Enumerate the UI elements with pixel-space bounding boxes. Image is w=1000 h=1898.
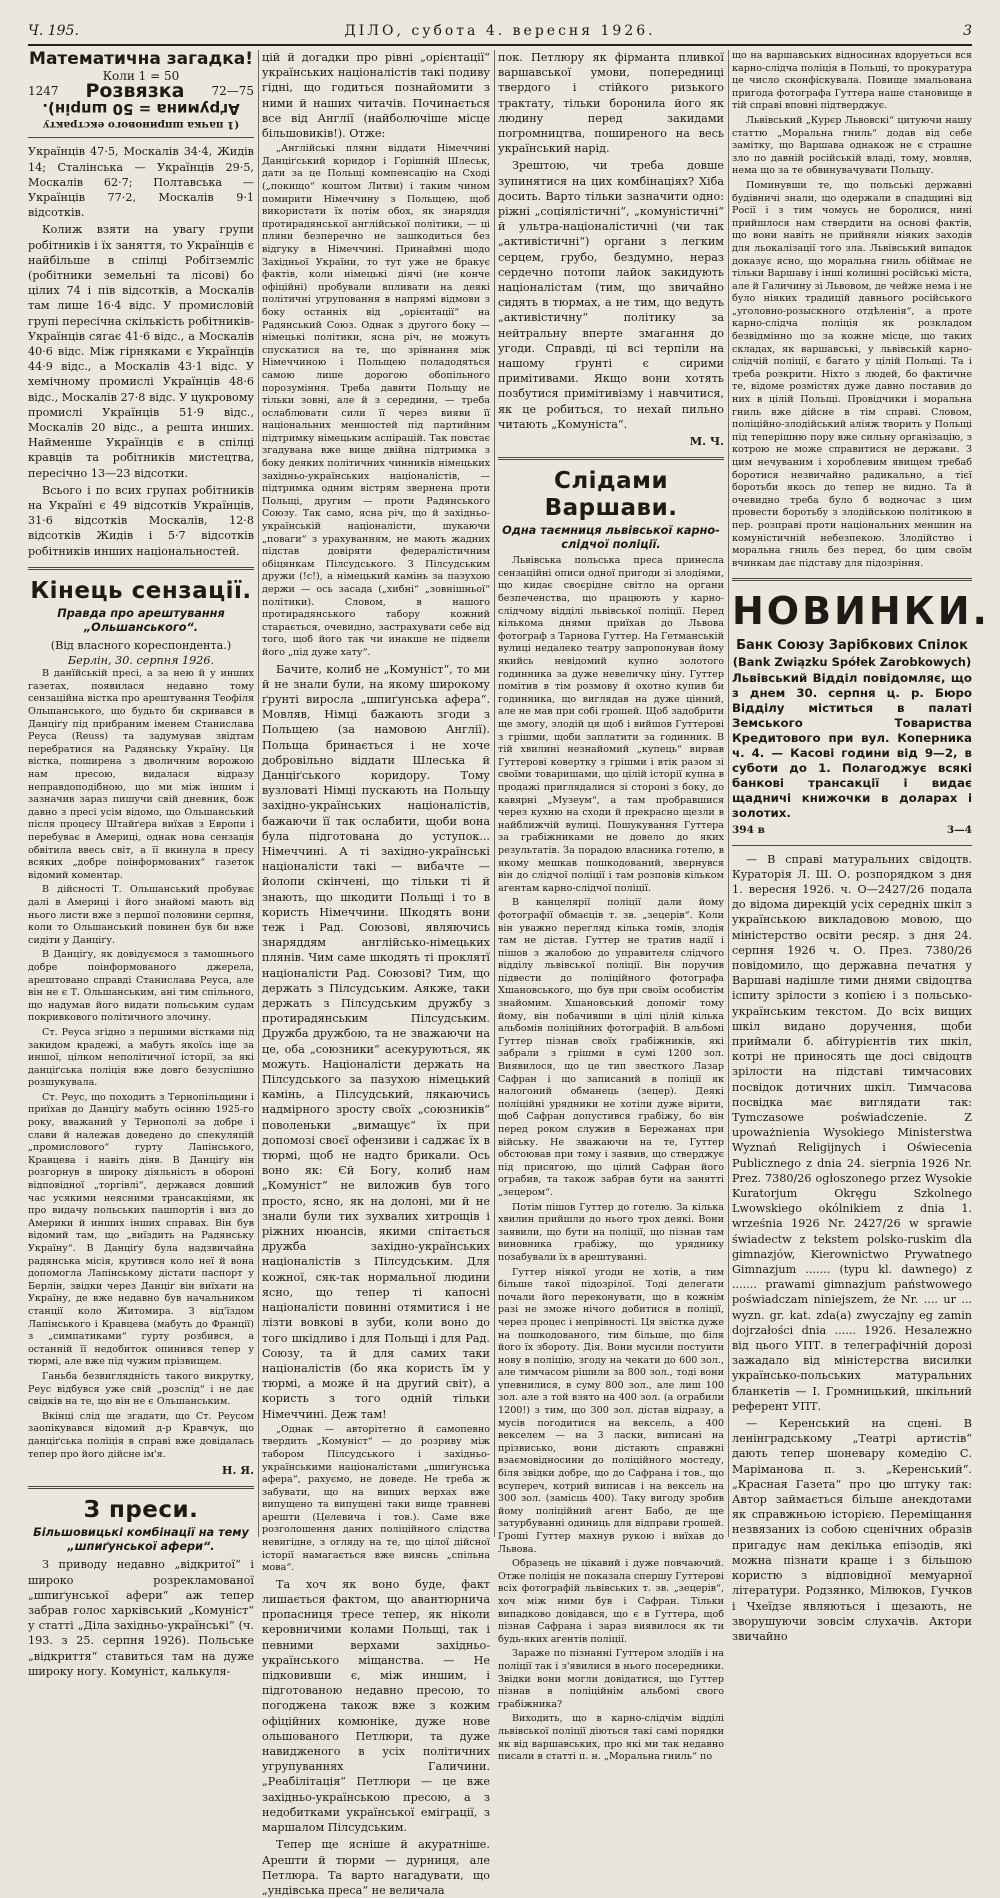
paragraph: Львівська польська преса принесла сензаційні описи одної пригоди зі злодіями, що кидає своєрідне світло на органи безпеченства, що працюють у карно-слідчому відділі львівської поліції. Перед кількома днями приїхав до Львова фотограф з Тарнова Гуттер. На Гетманській вулиці недалеко театру запропонував йому якийсь невідомий купно золотого годинника за дуже невеличку ціну. Гуттер помітив в тім розмову й охотно купив би годинника, що виглядав на дуже цінний, але не мав при собі грошей. Щоб задобрити ще змогу, злодій ця щоб і вийшов Гуттерові з грішми, щоби заплатити за годинник. В тій хвилині незнайомий „купець“ вирвав Гуттерові ковертку з грішми і втік разом зі своїми товаришами, що цілій історії купна в продажі приглядалися зі стороні з боку, до кавярні „Музеум“, а там пробравшися через кухню на сходи й прекрасно щезли в найближчій вулиці. Пошукування Гуттера за грабіжниками не довело до яких результатів. За порадою власника готелю, в якому мешкав пошкодований, звернувся він до слідчої поліції і там розповів кільком агентам карно-слідчої поліції. (498, 555, 724, 894)
byline: (Від власного кореспондента.) (50, 638, 232, 652)
paragraph: Образець не цікавий і дуже повчаючий. Отже поліція не показала спершу Гуттерові всіх фотографій львівських т. зв. „зецерів“, хоч між ними був і Сафран. Тільки випадково довідався, що є в Гуттера, щоб пізнав Сафрана і зараз виявилося як ти будь-яких агентів поліції. (498, 1558, 724, 1645)
headline-press: З преси. (83, 1497, 199, 1524)
dateline: Берлін, 30. серпня 1926. (67, 654, 215, 668)
paragraph: Ст. Реус, що походить з Тернопільщини і приїхав до Данціґу мабуть осінню 1925-го року, вважаний у Тернополі за добре і слави й належав доведено до спекуляцій „промислового“ гурту Лапінського, Кравцева і навіть діяв. В Данціґу він розгорнув в широку діяльність в обороні відповідної „торгівлі“, держався довший час усякими неясними трансакціями, як про видачу польських пашпортів і виз до Америки й инших інших справах. Він був відомий там, що „виїздить на Радянську Україну“. В Данціґу була надзвичайна радянська місія, крутився коло неї й вона допомогла Лапінському дістати паспорт у Берлін, звідки через Данціґ він виїхати на Україну, де вже недавно був начальником станції коло Житомира. З від'їздом Лапінського і Кравцева (мабуть до Франції) з „симпатиками“ гурту розбився, а останній її недобиток опинився тепер у тюрмі, але вже під чужим прізвищем. (28, 1091, 254, 1368)
ad-code-left: 394 в (732, 824, 765, 837)
bank-notice: Львівський Відділ повідомляє, що з днем 30. серпня ц. р. Бюро Відділу міститься в палаті Земського Товариства Кредитового при вул. Коперника ч. 4. — Касові години від 9—2, в суботи до 1. Полагоджує всякі банкові трансакції і видає щадничі книжочки в доларах і золотих. (732, 671, 972, 821)
paragraph: В дійсності Т. Ольшанський пробуває далі в Америці і його знайомі мають від нього листи вже з першої половини серпня, коли то Ольшанський повинен був би вже сидіти у Данціґу. (28, 884, 254, 946)
paragraph: Тепер ще ясніше й акуратніше. Арешти й тюрми — дурниця, але Петлюра. Та варто нагадувати, що „ундівська преса“ не величала (262, 1838, 490, 1897)
paragraph: Всього і по всих групах робітників на Україні є 49 відсотків Українців, 31·6 відсотків Москалів, 12·8 відсотків Жидів і 5·7 відсотків робітників инших національностей. (28, 483, 254, 558)
paragraph: Ганьба безвиглядність такого викрутку, Реус відбувся уже свій „розслід“ і не дає свідків на те, що він не є Ольшанським. (28, 1370, 254, 1408)
paragraph: Українців 47·5, Москалів 34·4, Жидів 14; Сталінська — Українців 29·5, Москалів 62·7; Полтавська — Українців 77·2, Москалів 9·1 відсотків. (28, 145, 254, 220)
paragraph: Та хоч як воно буде, факт лишається фактом, що авантюрнича пропасниця тресе тепер, як ніколи керовничими колами Польщі, так і певними верхами західньо-українського міщанства. — Не підковивши є, між иншим, і підготованою недавно пресою, то погоджена також вже з кожим офіційних комюніке, дуже нове ольшованого Петлюри, та дуже навидженого в усіх політичних угрупуваннях Галичини. „Реабілітація“ Петлюри — це вже західньо-українською пресою, а з недобитками української еміграції, з маршалом Пілсудським. (262, 1577, 490, 1835)
paragraph: Бачите, колиб не „Комуніст“, то ми й не знали були, на якому широкому ґрунті виросла „шпиґунська афера“. Мовляв, Німці бажають згоди з Польщею (за намовою Англії). Польща бринається і не хоче добровільно віддати Шлеська й Данціґського коридору. Тому вузловаті Німці пускають на Польщу західно-українських націоналістів, бажаючи її так ослабити, щоби вона була підготована до уступок... Німеччині. А ті західно-українські націоналісти такі — вибачте — йолопи скінчені, що тільки ті й знають, що шкодити Польщі і то в користь Німеччини. Шкодять вони теж і Рад. Союзові, являючись знаряддям англійсько-німецьких плянів. Чим саме шкодять ті проклятї націоналісти Рад. Союзові? Тим, що держать з Пілсудським. Аякже, таки держать з Пілсудським дружбу з протирадянським Пілсудським. Дружба дружбою, та не зважаючи на це, оба „союзники“ асекуруються, як можуть. Націоналісти держать на Пілсудського за пазухою німецький камінь, а Пілсудський, лякаючись надмірного зросту своїх „союзників“ поволеньки „вимащує“ їх при допомозі своєї офензиви і саджає їх в тюрмі, щоб не надто брикали. Ось воно як: Єй Богу, колиб нам „Комуніст“ не виложив був того просто, ясно, як на долоні, ми й не знали були тих зухвалих хитрощів і ріжних нюансів, якими спітається дружба західно-українських націоналістів з Пілсудським. Для кожної, сяк-так нормальної людини ясно, що тепер ті капосні націоналісти повинні отямитися і не лізти вовкові в зуби, коли воно до того шкідливо і для Польщі і для Рад. Союзу, та й для самих таки націоналістів (бо яка користь їм у тюрмі, а може й на другий світ), а користь з того одній тільки Німеччині. Деж там! (262, 662, 490, 1421)
signature: Н. Я. (221, 1463, 254, 1478)
column-4 (732, 50, 990, 1643)
page-number: 3 (963, 23, 972, 39)
column-rule (258, 50, 259, 1537)
issue-number: Ч. 195. (28, 23, 79, 39)
headline-news: НОВИНКИ. (732, 589, 990, 634)
paragraph: Гуттер ніякої угоди не хотів, а тим більше такої підозрілої. Тоді делегати почали його переконувати, що в кожнім разі не зможе нічого добитися в поліції, через процес і непрівності. Ця звістка дуже на пошкодованого, тим більше, що біля його їх збороту. Дія. Вони мусили постуити нову в поліцію, згоду на чекати до 600 зол., але тимчасом рішили за 800 зол., тоді вони упевнилися, в суму 800 зол., але лиш 100 зол. але з той взято на 400 зол. (а ограбили 1200!) з тим, що 300 зол. дістав відразу, а мусів погодитися на вексель, а 400 векселем — на 3 ласки, виписані на прізвисько, вони дістають справжні взаємовідносини до поліційного мостеду, біля звідки добре, що до Сафрана і тов., що всупереч, котрий виписав і на вексель на 300 зол. (замісць 400). Таку вигоду зробив йому поліційний агент Бабо, де ще затурбуванні одиниць для відправи грошей. Гроші Гуттер махнув рукою і виїхав до Львова. (498, 1266, 724, 1555)
divider (732, 578, 972, 581)
ad-codes (732, 823, 972, 838)
flip-line-2: Аґрумина = 50 шпрін). (42, 100, 240, 119)
headline-end-sensation: Кінець сензації. (30, 577, 252, 604)
paragraph: — Керенський на сцені. В ленінградському „Театрі артистів“ дають тепер шоневару комедію С. Маріманова п. з. „Керенський“. „Красная Газета“ про цю штуку так: Автор займається більше анекдотами як справжньою історією. Переміщання незвязаних із собою сценічних образів пригадує нам декілька епізодів, які можна пізнати краще і з більшою користю з відповідної мемуарної літератури. Родзянко, Мілюков, Гучков і Чхеїдзе являються і щезають, не зворушуючи зовсім слухачів. Актори звичайно (732, 1417, 972, 1643)
paragraph: В данїйській пресі, а за нею й у инших газетах, появилася недавно тому сензаційна вістка про арештування Теофіля Ольшанського, що будьто би скривався в Данціґу під прибраним іменем Станислава Реуса (Reuss) та задумував звідтам перебратися на Радянську Україну. Ця вістка, поширена з дволичним ворожою нам пресою, видалася відразу неправдоподібною, що ми між іншим і зазначив зараз пишучи свій дневник, бож давно з пресі усім відомо, що Ольшанський після процесу Штайґера виїхав з Европи і перебуває в Америці, однак нова сензація обвітила ввесь світ, а її вкинула в пресу всяких „добре поінформованих“ газеток відомий коментар. (28, 668, 254, 881)
flip-line-1: (1 пачка шпринового екстракту (42, 119, 240, 132)
paragraph: Потім пішов Гуттер до готелю. За кілька хвилин прийшли до нього трох деякі. Вони заявили, що бути на поліції, що пізнав там виновника грабіжу, що уряднику позабували їх в арештуванні. (498, 1201, 724, 1263)
paragraph: В канцелярії поліції дали йому фотографії обмаєців т. зв. „зецерів“. Коли він уважно перегляд кілька томів, злодія там не дістав. Гуттер не тратив надії і пішов з жалобою до управителя слідчого відділу львівської поліції. Він поручив підвести до поліційного фотографа Хшановського, що був при своїм особистім знайомим. Хшановський допоміг тому йому, він побачивши в цілі цілій кілька альбомів поліційних фотографій. В альбомі Гуттер пізнав своїх грабіжників, які забрали з грішми в сумі 1200 зол. Виявилося, що це тип звесткого Лазар Сафран і що записаний в поліції як налогоний обманець (зецер). Деякі поліційні урядники не хотіли дуже вірити, щоб Сафран допустився грабіжу, бо він перед роком служив в Бережанах при війську. Не зважаючи на те, Гуттер обстоював при тому і заявив, що стверджує під присягою, що цілий Сафран його ограбив, та також забрав бути на занятті „зецером“. (498, 897, 724, 1198)
masthead (28, 20, 972, 42)
masthead-title: ДІЛО, субота 4. вересня 1926. (344, 23, 656, 39)
paragraph: пок. Петлюру як фірманта пливкої варшавської умови, попередниці твердого і стійкого ризького трактату, тільки боронила його як людину перед закидами погромництва, поширеного на весь український нарід. (498, 51, 724, 156)
math-left: 1247 (28, 84, 59, 99)
divider (498, 457, 724, 460)
paragraph: Вкінці слід ще згадати, що Ст. Реусом заопікувався відомий д-р Кравчук, що данціґська поліція в справі вже довідалась тепер про його дійсне ім'я. (28, 1410, 254, 1460)
subheadline: Правда про арештування „Ольшанського“. (57, 606, 225, 634)
paragraph: Зараже по пізнанні Гуттером злодіїв і на поліції так і з'явилися в нього посередники. Звідки вони могли довідатися, що Гуттер пізнав в поліційнім альбомі свого грабіжника? (498, 1648, 724, 1710)
headline-warsaw: Слідами Варшави. (544, 468, 678, 522)
math-line: Коли 1 = 50 (102, 69, 180, 84)
paragraph: що на варшавських відносинах вдоруеться вся карно-слідча поліція в Польщі, то прокуратура це число сконфіскувала. Повище змальована пригода фотографа Гуттера наше становище в тій справі вповні підтверджує. (732, 50, 972, 112)
bank-title: Банк Союзу Зарібкових Спілок (736, 638, 968, 654)
divider (732, 845, 972, 846)
paragraph: Зрештою, чи треба довше зупинятися на цих комбінаціях? Хіба досить. Варто тільки зазначити одно: ріжні „соціялістичні“, „комуністичні“ й ультра-націоналістичні (чи так „активістичні“) органи з легким серцем, грубо, бездумно, нераз сердечно потопи лайок закидують націоналістам (тим, що звичайно сидять в тюрмах, а не тим, що ведуть „активістичну“ політику за нейтральну вперте змагання до угоди. Справді, ці всі терпіли на нашому ґрунті є сирими примітивами. Якщо вони хотять позбутися примітивізму і навчитися, як це робиться, то нехай пильно читають „Комуніста“. (498, 159, 724, 431)
subheadline: Одна таємниця львівської карно-слідчої поліції. (502, 524, 720, 552)
column-rule (494, 50, 495, 1537)
bank-title-polish: (Bank Związku Spółek Zarobkowych) (732, 655, 972, 670)
divider (28, 137, 254, 138)
math-upside-down-answer (28, 100, 254, 131)
column-1 (28, 49, 254, 1678)
paragraph: В Данціґу, як довідуємося з тамошнього добре поінформованого джерела, арештовано справді Станислава Реуса, але він не є Т. Ольшанським, ані тим спільного, що надумав його видати польським судам покривкового політичного злочину. (28, 949, 254, 1024)
paragraph: цій й догадки про рівні „орієнтації“ українських націоналістів такі подиву гідні, що годиться познайомити з ними й наших читачів. Починається все від Англії (найболючіше місце більшовиків!). Отже: (262, 51, 490, 141)
paragraph: Львівський „Курєр Львовскі“ цитуючи нашу статтю „Моральна гниль“ додав від себе замітку, що Варшава однакож не є страшне зло по давній російській владі, тому, мовляв, нема що за те обвинувачувати Польщу. (732, 114, 972, 177)
paragraph: Ст. Реуса згідно з першими вістками під закидом крадежі, а мабуть якоїсь іще за иншої, цілком неполітичної історії, за які данціґська поліція вже довго безуспішно розшукувала. (28, 1026, 254, 1089)
ad-code-right: 3—4 (946, 824, 972, 837)
column-rule (728, 50, 729, 1537)
paragraph: З приводу недавно „відкритої“ і широко розрекламованої „шпиґунської афери“ аж тепер забрав голос харківський „Комуніст“ у статті „Діла західньо-українські“ (ч. 193. з 25. серпня 1926). Польське „відкриття“ ставиться там на дуже широку ногу. Комуніст, калькуля- (28, 1558, 254, 1678)
subheadline: Більшовицькі комбінації на тему „шпиґунської афери“. (33, 1526, 249, 1554)
masthead-rule (28, 44, 972, 46)
quotation: „Однак — авторітетно й самопевно твердить „Комуніст“ — до розриву між табором Пілсудського і західньо-українськими націоналістами „шпиґунська афера“, рахуємо, не доведе. Не треба ж забувати, що на вищих верхах вже випущено та випущені таки вище травневі арешти (Целевича і тов.). Саме вже розголошення даних поліційного слідства невигідне, з огляду на те, що цілої дійсної історії намагається вже вияснь „спільна мова“. (262, 1423, 490, 1574)
signature: М. Ч. (689, 434, 724, 449)
paragraph: — В справі матуральних свідоцтв. Кураторія Л. Ш. О. розпорядком з дня 1. вересня 1926. ч. О—2427/26 подала до відома дирекцій усіх середніх шкіл з українською викладовою мовою, що міністерство освіти ресяр. з дня 24. серпня 1926 ч. О. През. 7380/26 повідомило, що державна печатня у Варшаві надішле тими днями свідоцтва іспиту зрілости з копією і з польсько-українським текстом. До всіх вищих шкіл видано доручення, щоби приймали б. абітурієнтів тих шкіл, котрі не приносять ще досі свідоцтв зрілости на підставі тимчасових посвідок дотичних шкіл. Тимчасова посвідка має виглядати так: Tymczasowe poświadczenie. Z upoważnienia Wysokiego Ministerstwa Wyznań Religijnych i Oświecenia Publicznego z dnia 24. sierpnia 1926 Nr. Prez. 7380/26 ogłoszonego przez Wysokie Kuratorjum Okręgu Szkolnego Lwowskiego okólnikiem z dnia 1. września 1926 Nr. 2427/26 w sprawie świadectw z tekstem polsko-ruskim dla gimnazjów, Kierownictwo Prywatnego Gimnazjum ....... (typu kl. dawnego) z ....... prawami gimnazjum państwowego poświadczam niniejszem, że Nr. .... ur ... wyzn. gr. kat. zda(a) zwyczajny eg zamin dojrzałości dnia ...... 1926. Незалежно від цього УПТ. в телеграфічній дорозі зажадало від міністерства висилки українсько-польських матуральних бланкетів — І. Громницький, шкільний референт УПТ. (732, 852, 972, 1413)
paragraph: Поминувши те, що польські державні будівничі знали, що одержали в спадщині від Росії і з тим чомусь не боролися, нині прийшлося нам ствердити на основі фактів, що вони навіть не прийняли ніяких заходів для льокалізації того зла. Львівський випадок доказує ясно, що моральна гниль обіймає не тільки Варшаву і інші колишні російські міста, але й Галичину зі Львовом, де чейже нема і не було ніяких традицій давнього російського „уголовно-розыскного отдѣленія“, а проте карно-слідча поліція як розкладом безвідмінно що за кожне місце, що таких складах, як варшавські, у львівській карно-слідчій поліції, є багато у цілій Польщі. Та і треба розкрити. Ніхто з людей, бо фактичне те, відоме розмістях дуже давно поставив до них в цілій Польщі. Провідчики і моральна гниль вже дійсне в тім справі. Словом, поліційно-злодійський аліяж творить у Польщі під теперішню пору вже сильну організацію, з котрою не може справитися не держави. З цим нечуваним і хороблевим явищем требаб боротися незвичайно радикально, а тієї боротьби якось до тепер не видно. Та й очевидно треба було б водночас з цим провести боротьбу з злодійською політикою в пер. розправі проти національних меншин на комуністичній небезпекою. Злодійство і моральна гниль без перед, бо цим своїм вчинкам дає підставу для підозріння. (732, 179, 972, 569)
divider (28, 1486, 254, 1489)
paragraph: Виходить, що в карно-слідчім відділі львівської поліції діються такі самі порядки як від варшавських, про які ми так недавно писали в статті п. н. „Моральна гниль“ по (498, 1713, 724, 1763)
column-2 (262, 50, 490, 1897)
math-solution-row (28, 80, 254, 103)
math-solution-title: Розвязка (85, 80, 185, 103)
math-right: 72—75 (211, 84, 254, 99)
divider (28, 567, 254, 570)
column-3 (498, 50, 724, 1763)
paragraph: Колиж взяти на увагу групи робітників і їх заняття, то Українців є найбільше в спілці Робітземліс (робітники земельні та лісові) бо цілих 74 і пів відсотків, а Москалів там лише 16·4 відс. У промисловій групі пересічна скількість робітників-Українців сягає 41·6 відс., а Москалів 40·6 відс. Між гірняками є Українців 44·9 відс., а Москалів 43·1 відс. У хемічному промислі Українців 48·6 відс., Москалів 27·8 відс. У цукровому промислі Українців 51·9 відс., Москалів 20 відс., а решта инших. Найменше Українців є в спілці кравців та робітників мистецтва, пересічно 13—23 відсотки. (28, 223, 254, 480)
math-puzzle-title: Математична загадка! (29, 49, 253, 69)
quotation: „Англійські пляни віддати Німеччині Данціґський коридор і Горішній Шлеськ, дати за це Польщі компенсацію на Сході („покищо“ коштом Литви) і таким чином помирити Німеччину з Польщею, щоб використати їх потім обох, як знаряддя протирадянської англійської політики, — ці пляни безперечно не зашкодиться без відгуку в Німеччині. Принаймні щодо Західньої України, то тут уже не бракує фактів, коли німецькі діячі (не конче офіційні) пробували впливати на деякі політичні угруповання в напрямі відмови з боку останніх від „орієнтації“ на Радянський Союз. Однак з другого боку — німецькі політики, ясна річ, не можуть спускатися на те, що зрівнання між Німеччиною і Польщею поладодяться самою лише дорогою обопільного порозуміння. Треба давити Польщу не тільки зовні, але й з середини, — треба ослаблювати сили її через вияви її національних меншостей під партийним підтримку німецьким аспірацій. Так повстає згадувана вже вище двійна підтримка з боку деяких політичних чинників німецьких західньо-українських націоналістів, — підтримка одним вістрям звернена проти Польщі, другим — проти Радянського Союзу. Так само, ясна річ, що й західньо-українській націоналісти, шукаючи „поваги“ з урахуванням, не мають жадних підстав довіряти федералістичним обіцянкам Пілсудського. З Пілсудським дружи (!c!), а німецький камінь за пазухою держи — ось засада („хибні“ „зовнішньої“ політики). Словом, в нашого протирадянського табору кожний старається, очевидно, застрахувати себе від того, щоб його так чи инакше не підвели його „під дуже хату“. (262, 143, 490, 658)
